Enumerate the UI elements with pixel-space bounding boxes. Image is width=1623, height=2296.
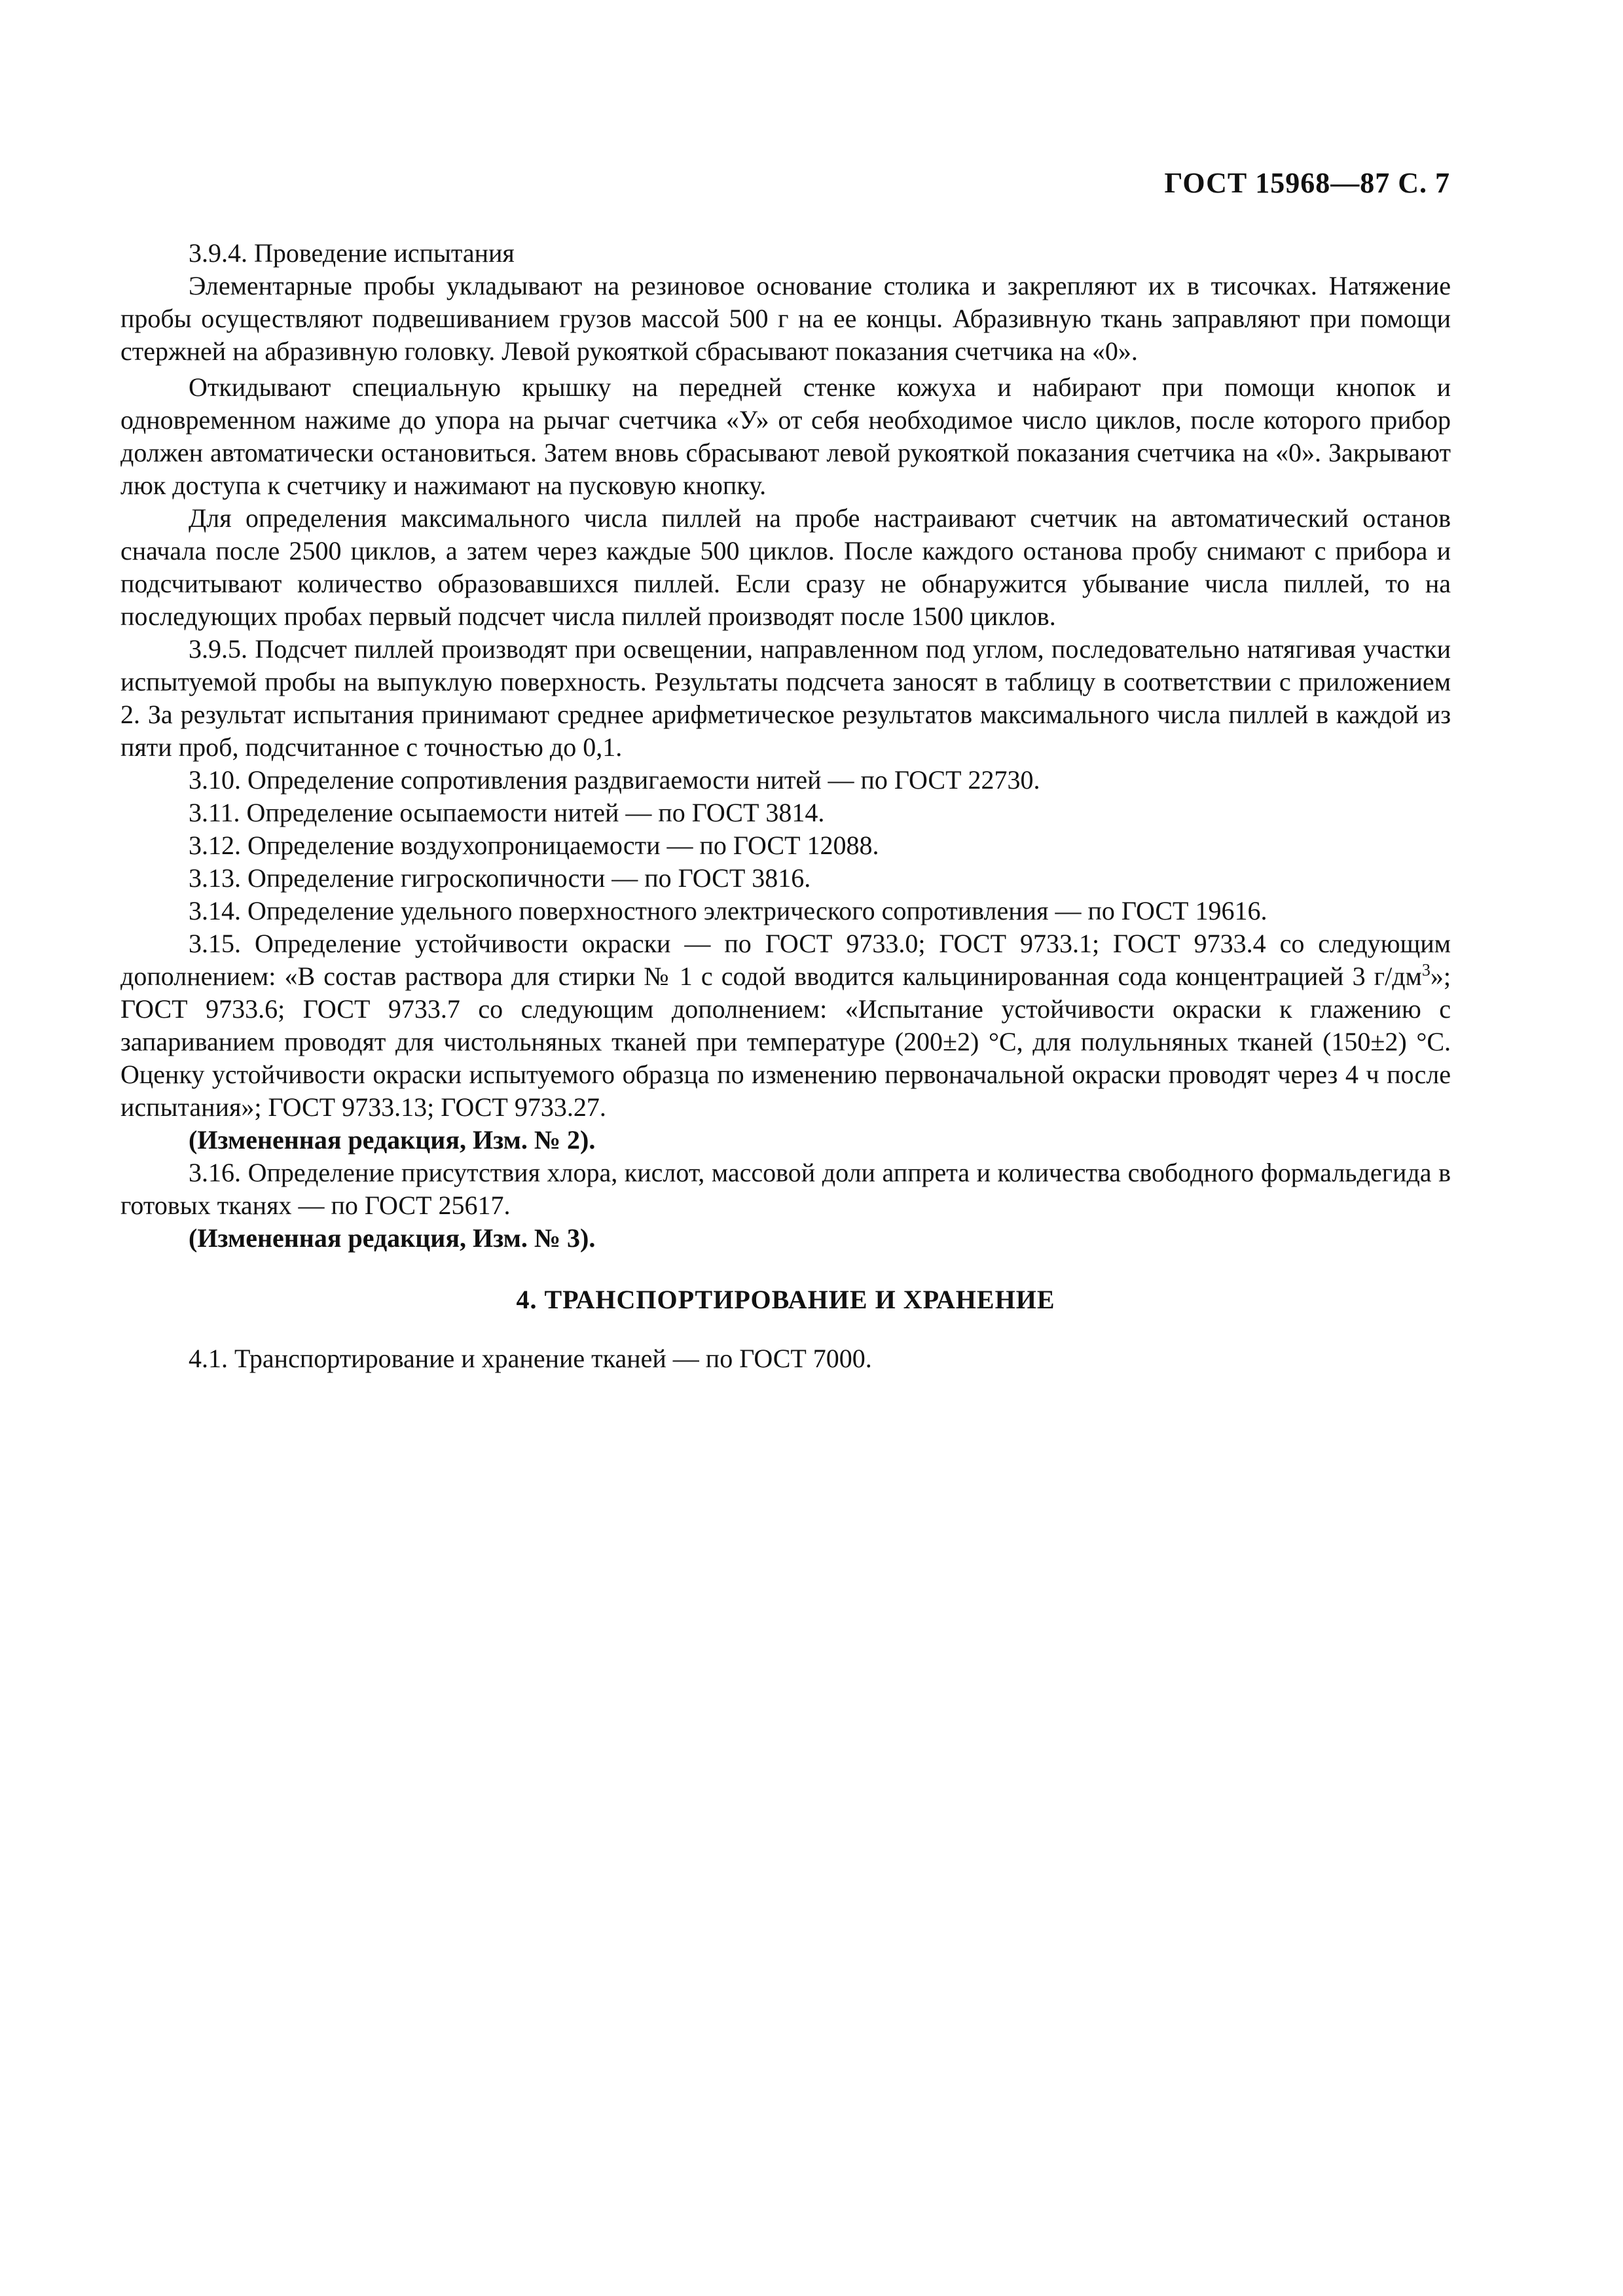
- paragraph-3-16: 3.16. Определение присутствия хлора, кислот, массовой доли аппрета и количества свободного формальдегида в готовых тканях — по ГОСТ 25617.: [120, 1158, 1451, 1220]
- paragraph-3-15-part-1: 3.15. Определение устойчивости окраски — по ГОСТ 9733.0; ГОСТ 9733.1; ГОСТ 9733.4 со следующим дополнением: «В состав раствора для стирки № 1 с содой вводится кальцинированная сода концентрацией 3 г/дм: [120, 929, 1451, 991]
- paragraph-3-12: 3.12. Определение воздухопроницаемости — по ГОСТ 12088.: [189, 831, 879, 860]
- paragraph-3-14: 3.14. Определение удельного поверхностного электрического сопротивления — по ГОСТ 19616.: [189, 896, 1267, 925]
- cubic-superscript: 3: [1421, 960, 1431, 980]
- paragraph-sample-mounting: Элементарные пробы укладывают на резиновое основание столика и закрепляют их в тисочках. Натяжение пробы осуществляют подвешиванием грузов массой 500 г на ее концы. Абразивную ткань заправляют при помощи стержней на абразивную головку. Левой рукояткой сбрасывают показания счетчика на «0».: [120, 271, 1451, 366]
- paragraph-pill-max-count: Для определения максимального числа пиллей на пробе настраивают счетчик на автоматический останов сначала после 2500 циклов, а затем через каждые 500 циклов. После каждого останова пробу снимают с прибора и подсчитывают количество образовавшихся пиллей. Если сразу не обнаружится убывание числа пиллей, то на последующих пробах первый подсчет числа пиллей производят после 1500 циклов.: [120, 503, 1451, 631]
- amendment-note-3: (Измененная редакция, Изм. № 3).: [189, 1223, 596, 1253]
- section-4-title: 4. ТРАНСПОРТИРОВАНИЕ И ХРАНЕНИЕ: [516, 1285, 1055, 1314]
- paragraph-counter-setup: Откидывают специальную крышку на передней стенке кожуха и набирают при помощи кнопок и одновременном нажиме до упора на рычаг счетчика «У» от себя необходимое число циклов, после которого прибор должен автоматически остановиться. Затем вновь сбрасывают левой рукояткой показания счетчика на «0». Закрывают люк доступа к счетчику и нажимают на пусковую кнопку.: [120, 372, 1451, 500]
- paragraph-3-13: 3.13. Определение гигроскопичности — по ГОСТ 3816.: [189, 863, 811, 893]
- paragraph-3-9-4-heading: 3.9.4. Проведение испытания: [189, 238, 515, 268]
- paragraph-3-11: 3.11. Определение осыпаемости нитей — по ГОСТ 3814.: [189, 798, 825, 827]
- page-header: ГОСТ 15968—87 С. 7: [1164, 167, 1450, 199]
- paragraph-3-10: 3.10. Определение сопротивления раздвигаемости нитей — по ГОСТ 22730.: [189, 765, 1040, 795]
- paragraph-3-15-part-2: »; ГОСТ 9733.6; ГОСТ 9733.7 со следующим дополнением: «Испытание устойчивости окраски к глажению с запариванием проводят для чистольняных тканей при температуре (200±2) °С, для полульняных тканей (150±2) °С. Оценку устойчивости окраски испытуемого образца по изменению первоначальной окраски проводят через 4 ч после испытания»; ГОСТ 9733.13; ГОСТ 9733.27.: [120, 961, 1451, 1122]
- document-body: [120, 237, 1451, 1375]
- paragraph-4-1: 4.1. Транспортирование и хранение тканей — по ГОСТ 7000.: [189, 1344, 872, 1373]
- amendment-note-2: (Измененная редакция, Изм. № 2).: [189, 1125, 596, 1155]
- paragraph-3-9-5: 3.9.5. Подсчет пиллей производят при освещении, направленном под углом, последовательно натягивая участки испытуемой пробы на выпуклую поверхность. Результаты подсчета заносят в таблицу в соответствии с приложением 2. За результат испытания принимают среднее арифметическое результатов максимального числа пиллей в каждой из пяти проб, подсчитанное с точностью до 0,1.: [120, 634, 1451, 762]
- paragraph-3-15: [120, 927, 1451, 1124]
